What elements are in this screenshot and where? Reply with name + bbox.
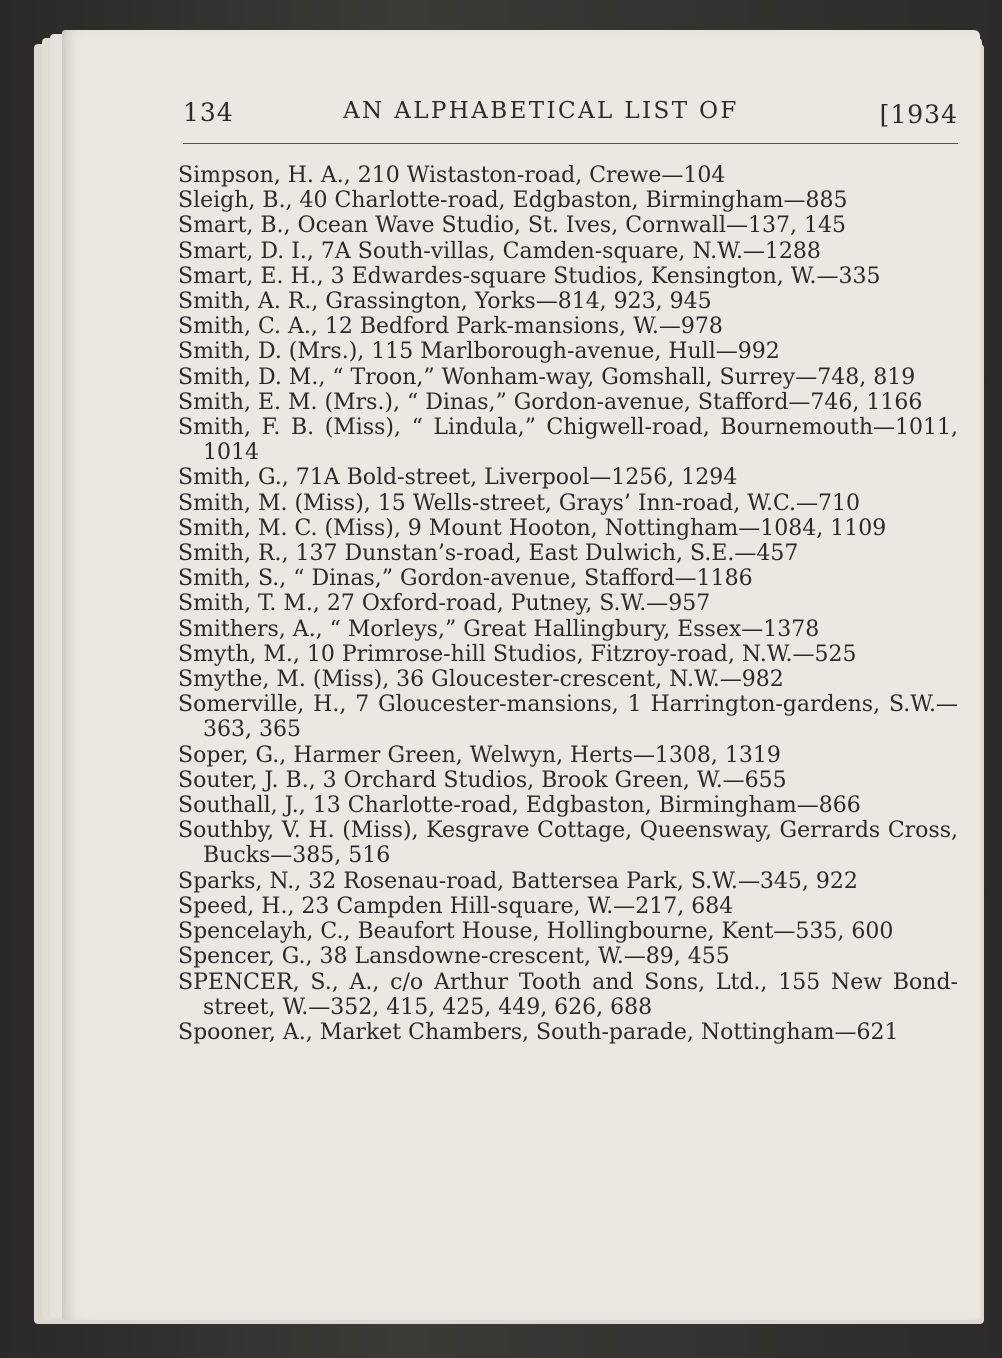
list-item: Smith, D. M., “ Troon,” Wonham-way, Gomshall, Surrey—748, 819 <box>178 364 916 390</box>
list-item: Smyth, M., 10 Primrose-hill Studios, Fitzroy-road, N.W.—525 <box>178 641 857 667</box>
list-item: Speed, H., 23 Campden Hill-square, W.—217, 684 <box>178 893 734 919</box>
list-item: Southby, V. H. (Miss), Kesgrave Cottage, Queensway, Gerrards Cross, Bucks—385, 516 <box>178 818 958 869</box>
page-header <box>183 98 958 138</box>
list-item: Smith, C. A., 12 Bedford Park-mansions, W.—978 <box>178 314 723 340</box>
list-item: Spooner, A., Market Chambers, South-parade, Nottingham—621 <box>178 1019 899 1045</box>
list-item: Smith, M. C. (Miss), 9 Mount Hooton, Nottingham—1084, 1109 <box>178 515 887 541</box>
list-item: Spencer, G., 38 Lansdowne-crescent, W.—89, 455 <box>178 944 730 970</box>
list-item: Sparks, N., 32 Rosenau-road, Battersea Park, S.W.—345, 922 <box>178 868 858 894</box>
list-item: Smart, B., Ocean Wave Studio, St. Ives, Cornwall—137, 145 <box>178 213 846 239</box>
list-item: Southall, J., 13 Charlotte-road, Edgbaston, Birmingham—866 <box>178 793 861 819</box>
list-item: Smart, D. I., 7A South-villas, Camden-square, N.W.—1288 <box>178 238 821 264</box>
header-rule <box>183 143 958 144</box>
list-item: Smith, M. (Miss), 15 Wells-street, Grays’ Inn-road, W.C.—710 <box>178 490 861 516</box>
list-item: Smithers, A., “ Morleys,” Great Hallingbury, Essex—1378 <box>178 616 820 642</box>
list-item: Smart, E. H., 3 Edwardes-square Studios, Kensington, W.—335 <box>178 263 881 289</box>
list-item: Spencelayh, C., Beaufort House, Hollingbourne, Kent—535, 600 <box>178 919 894 945</box>
list-item: Smith, S., “ Dinas,” Gordon-avenue, Stafford—1186 <box>178 566 753 592</box>
list-item: Smith, G., 71A Bold-street, Liverpool—1256, 1294 <box>178 465 738 491</box>
list-item: Smith, A. R., Grassington, Yorks—814, 923, 945 <box>178 289 712 315</box>
list-item: Soper, G., Harmer Green, Welwyn, Herts—1308, 1319 <box>178 742 781 768</box>
list-item: Sleigh, B., 40 Charlotte-road, Edgbaston, Birmingham—885 <box>178 188 848 214</box>
running-title: AN ALPHABETICAL LIST OF <box>343 98 739 124</box>
page-number: 134 <box>183 98 234 127</box>
list-item: Somerville, H., 7 Gloucester-mansions, 1 Harrington-gardens, S.W.—363, 365 <box>178 692 958 743</box>
list-item: SPENCER, S., A., c/o Arthur Tooth and Sons, Ltd., 155 New Bond-street, W.—352, 415, 425, 449, 626, 688 <box>178 969 958 1020</box>
list-item: Smith, T. M., 27 Oxford-road, Putney, S.W.—957 <box>178 591 711 617</box>
list-item: Souter, J. B., 3 Orchard Studios, Brook Green, W.—655 <box>178 767 787 793</box>
list-item: Smythe, M. (Miss), 36 Gloucester-crescent, N.W.—982 <box>178 667 784 693</box>
list-item: Smith, R., 137 Dunstan’s-road, East Dulwich, S.E.—457 <box>178 541 799 567</box>
entry-list <box>178 163 958 1045</box>
list-item: Smith, F. B. (Miss), “ Lindula,” Chigwell-road, Bournemouth—1011, 1014 <box>178 415 958 466</box>
list-item: Smith, D. (Mrs.), 115 Marlborough-avenue, Hull—992 <box>178 339 780 365</box>
year-label: [1934 <box>879 100 958 129</box>
list-item: Simpson, H. A., 210 Wistaston-road, Crewe—104 <box>178 163 726 188</box>
list-item: Smith, E. M. (Mrs.), “ Dinas,” Gordon-avenue, Stafford—746, 1166 <box>178 389 923 415</box>
